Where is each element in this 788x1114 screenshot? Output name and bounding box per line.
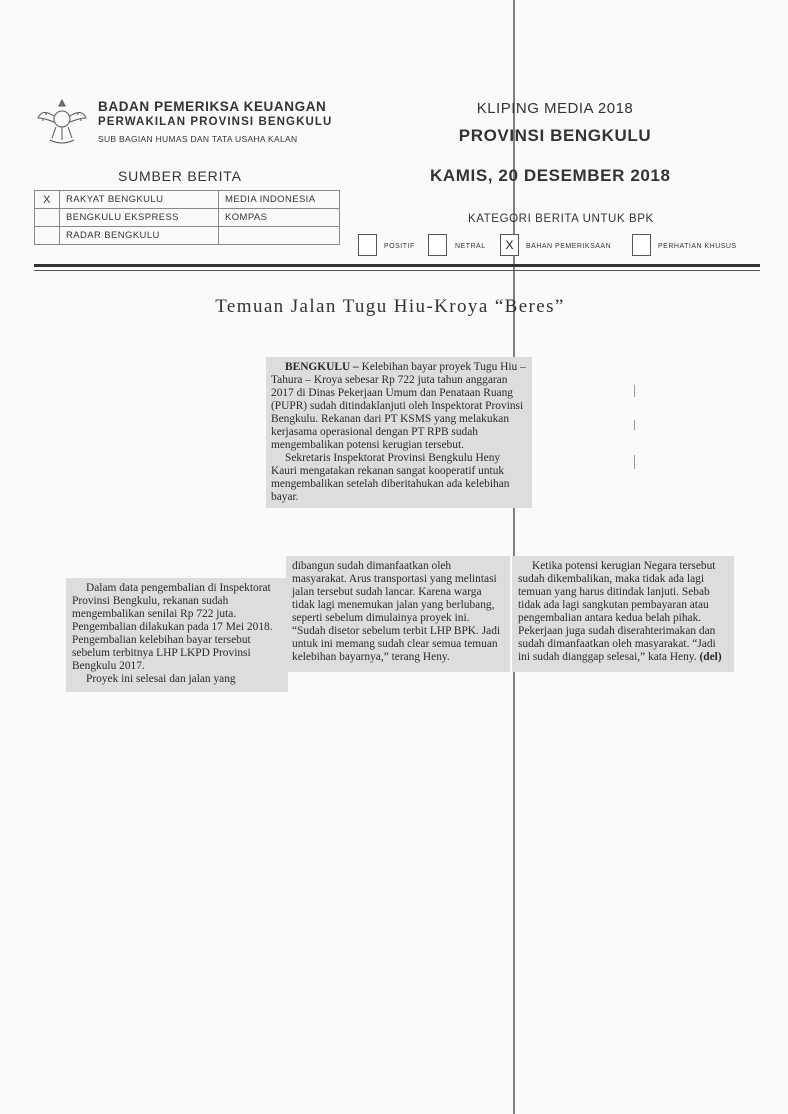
source-check [35,227,60,245]
source-table [34,190,340,245]
source-row [35,227,340,245]
article-column-3 [512,556,734,672]
article-paragraph: Sekretaris Inspektorat Provinsi Bengkulu Heny Kauri mengatakan rekanan sangat kooperatif untuk mengembalikan setelah diberitahukan ada kelebihan bayar. [271,452,510,503]
checkbox-perhatian-khusus [632,234,651,256]
publication-date: KAMIS, 20 DESEMBER 2018 [430,166,671,185]
org-name: BADAN PEMERIKSA KEUANGAN [98,99,327,114]
source-name: MEDIA INDONESIA [219,191,340,209]
sumber-berita-title: SUMBER BERITA [118,168,242,184]
article-paragraph: Proyek ini selesai dan jalan yang [86,673,236,685]
dateline: BENGKULU – [285,361,359,373]
source-name: KOMPAS [219,209,340,227]
kategori-title: KATEGORI BERITA UNTUK BPK [468,213,654,225]
checkbox-bahan-pemeriksaan: X [500,234,519,256]
checkbox-positif [358,234,377,256]
source-name [219,227,340,245]
author-signature: (del) [699,651,722,663]
paragraph-text: Ketika potensi kerugian Negara tersebut sudah dikembalikan, maka tidak ada lagi temuan yang harus ditindak lanjuti. Sebab tidak ada lagi sangkutan pembayaran atau pengembalian antara kedua belah pihak. Pekerjaan juga sudah diserahterimakan dan sudah dimanfaatkan oleh masyarakat. “Jadi ini sudah dianggap selesai,” kata Heny. [518,560,716,663]
checkbox-label: NETRAL [455,243,486,250]
article-headline: Temuan Jalan Tugu Hiu-Kroya “Beres” [215,296,565,317]
kliping-title: KLIPING MEDIA 2018 [476,100,634,117]
checkbox-netral [428,234,447,256]
source-check: X [35,191,60,209]
province-title: PROVINSI BENGKULU [458,126,652,145]
source-check [35,209,60,227]
article-paragraph: Dalam data pengembalian di Inspektorat Provinsi Bengkulu, rekanan sudah mengembalikan senilai Rp 722 juta. Pengembalian dilakukan pada 17 Mei 2018. Pengembalian kelebihan bayar tersebut sebelum terbitnya LHP LKPD Provinsi Bengkulu 2017. [72,582,273,672]
article-column-1 [66,578,288,692]
source-row [35,191,340,209]
checkbox-label: PERHATIAN KHUSUS [658,243,737,250]
divider-rule [34,270,760,271]
article-column-2 [286,556,510,672]
article-intro [266,357,532,508]
article-paragraph [271,361,527,452]
source-name: RAKYAT BENGKULU [60,191,219,209]
scan-speck [634,455,635,469]
org-division: SUB BAGIAN HUMAS DAN TATA USAHA KALAN [98,134,298,144]
source-name: BENGKULU EKSPRESS [60,209,219,227]
article-paragraph [518,560,728,664]
paragraph-text: Kelebihan bayar proyek Tugu Hiu – Tahura – Kroya sebesar Rp 722 juta tahun anggaran 2017 di Dinas Pekerjaan Umum dan Penataan Ruang (PUPR) sudah ditindaklanjuti oleh Inspektorat Provinsi Bengkulu. Rekanan dari PT KSMS yang melakukan kerjasama operasional dengan PT RPB sudah mengembalikan potensi kerugian tersebut. [271,361,526,451]
source-row [35,209,340,227]
garuda-emblem-icon [34,92,90,148]
article-paragraph: dibangun sudah dimanfaatkan oleh masyarakat. Arus transportasi yang melintasi jalan tersebut sudah lancar. Karena warga tidak lagi menemukan jalan yang berlubang, seperti sebelum dimulainya proyek ini. “Sudah disetor sebelum terbit LHP BPK. Jadi untuk ini memang sudah clear semua temuan kelebihan bayarnya,” terang Heny. [292,560,501,663]
org-subname: PERWAKILAN PROVINSI BENGKULU [98,116,333,128]
checkbox-label: BAHAN PEMERIKSAAN [526,243,612,250]
scan-speck [634,420,635,430]
checkbox-label: POSITIF [384,243,415,250]
scan-speck [634,385,635,397]
source-name: RADAR BENGKULU [60,227,219,245]
divider-rule [34,264,760,267]
